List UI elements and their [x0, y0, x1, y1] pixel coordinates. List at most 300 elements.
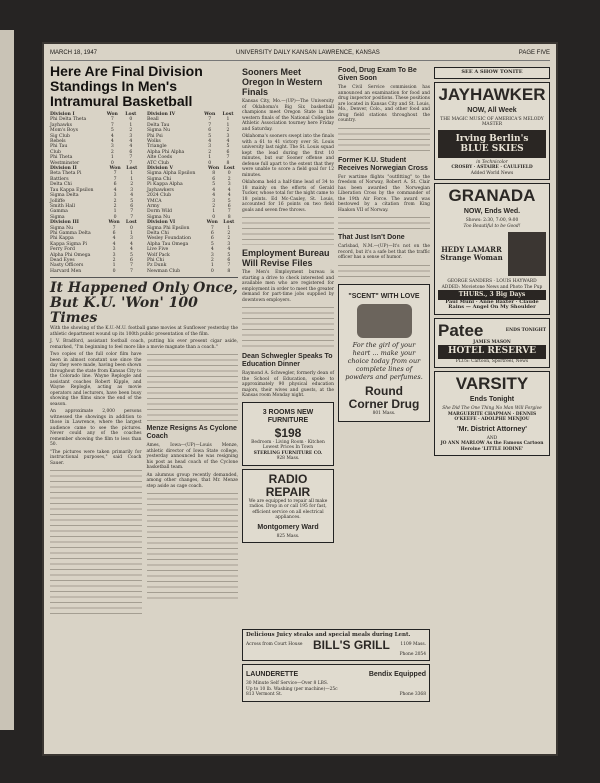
wins: 6 — [212, 176, 216, 182]
losses: 1 — [130, 176, 134, 182]
standings-table — [147, 112, 238, 166]
wins: 7 — [112, 225, 116, 231]
wins: 3 — [112, 252, 116, 258]
body-text-lines — [338, 263, 430, 281]
patee-star: JAMES MASON — [473, 339, 511, 345]
granada-note: Too Beautiful to be Good! — [463, 223, 521, 229]
team-name: Phi Delta Theta — [50, 117, 87, 123]
grill-ad-phone: Phone 2054 — [399, 651, 426, 657]
food-paragraph: The Civil Service commission has announced an examination for food and drug inspector positions. These positions are located in Kansas City and St. Louis, Mo., Denver, Colo., and other food and drug field stations throughout the country. — [338, 85, 430, 123]
radio-ad-title: RADIO REPAIR — [265, 471, 311, 499]
losses: 5 — [129, 252, 133, 258]
feature-paragraph: With the showing of the K.U.-M.U. football game movies at Sunflower yesterday the athletic department wound up its 100th public presentation of the film. — [50, 326, 238, 337]
wins: 5 — [208, 133, 212, 139]
perfume-ad-address: 801 Mass. — [372, 410, 396, 416]
furniture-ad-address: 928 Mass. — [276, 456, 300, 461]
furniture-ad-tag: Lowest Prices In Town — [262, 445, 314, 450]
adjacent-page-edge — [0, 30, 14, 730]
losses: 7 — [227, 209, 231, 215]
team-name: Jolliffe — [50, 198, 65, 204]
team-name: Jayhawks — [50, 122, 72, 128]
team-name: Sigma Chi — [147, 176, 172, 182]
perfume-ad-store: Round Corner Drug — [348, 383, 420, 411]
wins: 0 — [113, 214, 117, 220]
team-name: Alte Coeds — [147, 155, 173, 161]
standings-left — [50, 112, 141, 274]
jayhawker-technicolor: in Technicolor — [476, 159, 508, 165]
losses: 1 — [226, 117, 230, 123]
granada-cast: GEORGE SANDERS · LOUIS HAYWARD — [447, 279, 537, 284]
wins: 1 — [112, 263, 116, 269]
body-text-lines — [338, 215, 430, 231]
laundry-ad — [242, 664, 430, 702]
losses: 4 — [226, 139, 230, 145]
lost-header: Lost — [126, 166, 138, 172]
feature-column-left — [50, 352, 142, 618]
furniture-ad-line: 3 ROOMS NEW FURNITURE — [262, 408, 314, 424]
team-name: Kappa Sigma Pi — [50, 241, 87, 247]
furniture-ad-price: $198 — [274, 425, 302, 440]
laundry-ad-line: Up to 10 lb. Washing (per machine)—25c — [246, 686, 338, 692]
stolen-headline: That Just Isn't Done — [338, 234, 405, 241]
varsity-name: VARSITY — [455, 374, 529, 393]
losses: 6 — [129, 257, 133, 263]
jayhawker-film: Irving Berlin's BLUE SKIES — [438, 130, 546, 158]
feature-paragraph: "The pictures were taken primarily for instructional purposes," said Coach Sauer. — [50, 449, 142, 466]
division-name: Division IV — [147, 112, 176, 117]
team-name: Delta Tau — [147, 122, 170, 128]
wins: 2 — [208, 149, 212, 155]
lost-header: Lost — [222, 112, 234, 117]
losses: 0 — [129, 117, 133, 123]
team-name: Sig Club — [50, 133, 70, 139]
varsity-tagline: She Did The One Thing No Man Will Forgive — [442, 406, 542, 411]
team-name: Rebels — [50, 139, 66, 145]
varsity-film: 'Mr. District Attorney' — [457, 425, 527, 433]
team-name: Pz Dunk — [147, 263, 167, 269]
grill-ad-address: 1109 Mass. — [400, 642, 426, 648]
losses: 6 — [130, 203, 134, 209]
losses: 7 — [227, 263, 231, 269]
team-name: Triangle — [147, 144, 167, 150]
jayhawker-added: Added World News — [470, 170, 514, 176]
granada-next-film: Paul Muni · Anne Baxter · Claude Rains — Angel On My Shoulder — [445, 298, 539, 310]
laundry-ad-address: 813 Vermont St. — [246, 692, 283, 697]
laundry-ad-store: Bendix Equipped — [368, 671, 426, 678]
masthead: UNIVERSITY DAILY KANSAN LAWRENCE, KANSAS — [235, 50, 380, 56]
wins: 0 — [210, 268, 214, 274]
team-name: Phi Tau — [50, 144, 68, 150]
wins: 4 — [113, 187, 117, 193]
movie-ads-column — [434, 64, 550, 459]
wins: 4 — [110, 133, 114, 139]
losses: 2 — [129, 128, 133, 134]
grill-ad-store: BILL'S GRILL — [313, 637, 390, 652]
team-name: Battlers — [50, 176, 69, 182]
patee-plus: PLUS: Cartoon, Sportreel, News — [455, 358, 529, 364]
jayhawker-now: NOW, All Week — [467, 106, 517, 114]
granada-ad — [434, 183, 550, 315]
team-name: Phi Gamma Delta — [50, 230, 91, 236]
team-name: Army — [147, 203, 160, 209]
team-name: Phi Chi — [147, 257, 164, 263]
wins: 6 — [210, 230, 214, 236]
divider — [50, 277, 238, 278]
losses: 7 — [129, 160, 133, 166]
page-number: PAGE FIVE — [518, 50, 550, 56]
varsity-ends: Ends Tonight — [469, 396, 515, 403]
standings-table — [50, 112, 141, 166]
wins: 7 — [113, 171, 117, 177]
losses: 6 — [129, 149, 133, 155]
standings-row — [147, 269, 238, 274]
wins: 2 — [212, 203, 216, 209]
losses: 4 — [130, 193, 134, 199]
body-text-lines — [147, 491, 239, 601]
team-name: Phi Psi — [147, 133, 163, 139]
body-text-lines — [242, 305, 334, 350]
grill-ad — [242, 629, 430, 661]
losses: 7 — [129, 155, 133, 161]
losses: 8 — [226, 160, 230, 166]
varsity-ad — [434, 371, 550, 456]
team-name: Sigma Alpha Epsilon — [147, 171, 196, 177]
won-header: Won — [106, 112, 118, 117]
wins: 6 — [112, 230, 116, 236]
wins: 0 — [208, 160, 212, 166]
losses: 2 — [227, 230, 231, 236]
losses: 7 — [129, 263, 133, 269]
standings-row — [50, 269, 141, 274]
team-name: Beall — [147, 117, 159, 123]
menze-dateline: Ames, Iowa—(UP)—Louis Menze, athletic director of Iowa State college, yesterday announced he was resigning his post as head coach of the Cyclone basketball team. — [146, 443, 238, 471]
losses: 2 — [130, 182, 134, 188]
team-name: Jayhawkers — [147, 187, 174, 193]
bureau-paragraph: The Men's Employment bureau is starting a drive to check interested and available men who are registered for employment in order to meet the greater demand for part-time jobs supplied by downtown employers. — [242, 270, 334, 303]
wins: 3 — [110, 144, 114, 150]
menze-paragraph: An alumnus group recently demanded, among other changes, that Mr. Menze step aside as cage coach. — [146, 472, 238, 489]
body-text-lines — [338, 126, 430, 154]
standings-section — [50, 64, 238, 618]
wins: 1 — [110, 155, 114, 161]
wins: 7 — [208, 117, 212, 123]
standings-tables — [50, 112, 238, 274]
standings-right — [147, 112, 238, 274]
team-name: Delta Chi — [147, 230, 169, 236]
team-name: Wolks — [147, 139, 161, 145]
jayhawker-tagline: THE MAGIC MUSIC OF AMERICA'S MELODY MASTER — [440, 116, 544, 127]
losses: 3 — [227, 241, 231, 247]
division-name: Division II — [50, 166, 77, 172]
standings-table — [147, 166, 238, 220]
team-name: Newman Club — [147, 268, 181, 274]
losses: 4 — [129, 241, 133, 247]
losses: 3 — [130, 187, 134, 193]
losses: 0 — [129, 225, 133, 231]
food-headline: Food, Drug Exam To Be Given Soon — [338, 67, 417, 82]
wins: 4 — [210, 247, 214, 253]
losses: 3 — [129, 133, 133, 139]
wins: 4 — [110, 139, 114, 145]
standings-table — [147, 220, 238, 274]
team-name: YMCA — [147, 198, 162, 204]
team-name: ATC Club — [147, 160, 169, 166]
sooners-paragraph: Oklahoma's sooners swept into the finals with a 61 to 41 victory over St. Louis university last night. The St. Louis squad kept the lead during the first 10 minutes, but our Sooner offense and defense full apart to the extent that they were unable to score a field goal for 12 minutes. — [242, 134, 334, 178]
team-name: Wolf Pack — [147, 252, 170, 258]
losses: 5 — [227, 252, 231, 258]
hedy-lamarr-photo — [508, 232, 546, 276]
furniture-ad-store: STERLING FURNITURE CO. — [253, 450, 323, 456]
team-name: Live Five — [147, 247, 169, 253]
team-name: Ferry Ford — [50, 247, 75, 253]
page-header — [50, 50, 550, 61]
wins: 4 — [208, 139, 212, 145]
bottom-ads — [242, 626, 430, 705]
newspaper-page — [44, 44, 556, 754]
wins: 6 — [208, 128, 212, 134]
laundry-ad-phone: Phone 3368 — [399, 692, 426, 697]
wins: 3 — [212, 198, 216, 204]
wins: 7 — [208, 122, 212, 128]
patee-ad — [434, 318, 550, 369]
team-name: Dead Eyes — [50, 257, 75, 263]
lost-header: Lost — [125, 220, 137, 226]
won-header: Won — [109, 166, 121, 172]
stolen-paragraph: Carlsbad, N.M.—(UP)—It's not on the record, but it's a safe bet that the traffic officer has a sense of humor. — [338, 244, 430, 260]
wins: 3 — [112, 247, 116, 253]
radio-ad-address: 825 Mass. — [276, 533, 300, 539]
team-name: Delta Chi — [50, 182, 72, 188]
team-name: Wesley Foundation — [147, 236, 192, 242]
show-tonite-banner: SEE A SHOW TONITE — [434, 67, 550, 79]
perfume-ad-title: "SCENT" WITH LOVE — [348, 292, 420, 300]
losses: 1 — [129, 122, 133, 128]
won-header: Won — [204, 112, 216, 117]
bureau-headline: Employment Bureau Will Revise Files — [242, 248, 330, 268]
wins: 8 — [212, 171, 216, 177]
perfume-ad — [338, 284, 430, 423]
team-name: Phi Kappa — [50, 236, 74, 242]
losses: 4 — [227, 247, 231, 253]
varsity-second-film: JO ANN MARLOW As the Famous Cartoon Heroine 'LITTLE IODINE' — [440, 441, 544, 452]
wins: 0 — [212, 214, 216, 220]
losses: 1 — [227, 225, 231, 231]
team-name: Smith Hall — [50, 203, 75, 209]
feature-headline: It Happened Only Once, But K.U. 'Won' 100 Times — [50, 280, 238, 327]
losses: 5 — [130, 198, 134, 204]
losses: 5 — [226, 144, 230, 150]
division-name: Division V — [147, 166, 174, 172]
team-name: Mom's Boys — [50, 128, 78, 134]
standings-headline: Here Are Final Division Standings In Men's Intramural Basketball — [50, 63, 203, 109]
feature-paragraph: An approximate 2,000 persons witnessed the showings in addition to those in Lawrence, where the largest audience came to see the pictures. Never could any of the coaches remember showing the film to less than 50. — [50, 409, 142, 448]
furniture-ad — [242, 402, 334, 466]
team-name: Pi Kappa Alpha — [147, 182, 183, 188]
perfume-bottle-illustration — [357, 304, 412, 338]
student-headline: Former K.U. Student Receives Norwegian Cross — [338, 156, 428, 172]
team-name: Alpha Phi Alpha — [147, 149, 185, 155]
lost-header: Lost — [125, 112, 137, 117]
losses: 7 — [129, 268, 133, 274]
wins: 7 — [113, 176, 117, 182]
radio-ad-body: We are equipped to repair all make radios. Drop in or call 195 for fast, efficient service on all electrical appliances. — [248, 498, 328, 520]
losses: 5 — [227, 198, 231, 204]
patee-ends: ENDS TONIGHT — [505, 327, 546, 333]
menze-headline: Menze Resigns As Cyclone Coach — [146, 425, 237, 441]
won-header: Won — [206, 220, 218, 226]
granada-added: ADDED: Movietone News and Photo The Pup — [441, 284, 543, 290]
jayhawker-name: JAYHAWKER — [438, 84, 546, 104]
standings-table — [50, 166, 141, 220]
team-name: Beta Theta Pi — [50, 171, 82, 177]
schwegler-paragraph: Raymond A. Schwegler, formerly dean of the School of Education, spoke to approximately 90 physical education majors, their wives and guests, at the Kansas room Monday night. — [242, 371, 334, 398]
losses: 1 — [130, 171, 134, 177]
losses: 4 — [227, 187, 231, 193]
laundry-ad-line: 30 Minute Self Service—Over 8 LBS. — [246, 681, 329, 686]
wins: 7 — [110, 117, 114, 123]
wins: 2 — [110, 149, 114, 155]
team-name: Nasty Officers — [50, 263, 84, 269]
granada-thursday: THURS., 3 Big Days — [438, 290, 546, 300]
schwegler-headline: Dean Schwegler Speaks To Education Dinner — [242, 353, 333, 368]
division-name: Division VI — [147, 220, 176, 226]
losses: 6 — [226, 149, 230, 155]
wins: 5 — [210, 241, 214, 247]
lost-header: Lost — [223, 166, 235, 172]
wins: 7 — [110, 122, 114, 128]
standings-table — [50, 220, 141, 274]
body-text-lines — [147, 352, 239, 422]
lost-header: Lost — [223, 220, 235, 226]
grill-ad-location: Across from Court House — [246, 642, 303, 648]
team-name: Alpha Tau Omega — [147, 241, 189, 247]
losses: 4 — [129, 247, 133, 253]
losses: 3 — [227, 182, 231, 188]
feature-paragraph: Two copies of the full color film have been in almost constant use since the day they were made, having been shown throughout the state from Kansas City to the Colorado line. Wayne Replogle and assistant coaches Robert Kipple, and Wayne Replogle, acting as movie operators and lecturers, have been busy showing the films since the end of the season. — [50, 352, 142, 407]
sooners-column — [242, 64, 334, 546]
wins: 3 — [210, 252, 214, 258]
team-name: Sigma Phi Epsilon — [147, 225, 190, 231]
team-name: Gamma — [50, 209, 68, 215]
body-text-lines — [242, 215, 334, 245]
body-text-lines — [50, 468, 142, 618]
feature-columns — [50, 352, 238, 618]
wins: 4 — [212, 193, 216, 199]
won-header: Won — [108, 220, 120, 226]
won-header: Won — [208, 166, 220, 172]
losses: 4 — [129, 139, 133, 145]
feature-column-right — [147, 352, 239, 618]
losses: 3 — [129, 236, 133, 242]
patee-film: HOTEL RESERVE — [438, 345, 546, 359]
team-name: Sigma Delta — [50, 193, 79, 199]
granada-now: NOW, Ends Wed. — [463, 208, 521, 215]
wins: 3 — [208, 144, 212, 150]
losses: 4 — [227, 193, 231, 199]
wins: 2 — [113, 198, 117, 204]
wins: 6 — [210, 236, 214, 242]
team-name: Tau Kappa Epsilon — [50, 187, 94, 193]
wins: 3 — [113, 193, 117, 199]
wins: 4 — [112, 236, 116, 242]
losses: 6 — [227, 203, 231, 209]
jayhawker-stars: CROSBY · ASTAIRE · CAULFIELD — [451, 165, 533, 170]
sooners-paragraph: Oklahoma held a half-time lead of 34 to 18 mainly on the efforts of Gerald Tucker, whose total for the night came to 18 points. Ed Mc-Cauley, St. Louis, accounted for 16 points on two field goals and seven free throws. — [242, 180, 334, 213]
team-name: Phi Theta — [50, 155, 73, 161]
losses: 7 — [130, 209, 134, 215]
wins: 2 — [210, 257, 214, 263]
losses: 1 — [226, 122, 230, 128]
wins: 2 — [112, 257, 116, 263]
radio-ad — [242, 469, 334, 544]
losses: 2 — [227, 236, 231, 242]
wins: 1 — [208, 155, 212, 161]
student-paragraph: For wartime flights "outfitting" to the freedom of Norway, Robert A. St. Clair has been awarded the Norwegian Liberation Cross by the commander of the 19th Air Force. The award was bestowed by a citation from King Haakon VII of Norway. — [338, 174, 430, 213]
furniture-ad-rooms: Bedroom · Living Room · Kitchen — [251, 439, 325, 445]
team-name: Alpha Phi Omega — [50, 252, 91, 258]
team-name: 2024 Club — [147, 193, 172, 199]
team-name: Sigma Nu — [50, 225, 74, 231]
losses: 7 — [130, 214, 134, 220]
issue-date: MARCH 18, 1947 — [50, 50, 98, 56]
varsity-and: AND — [486, 435, 498, 441]
jayhawker-ad — [434, 82, 550, 181]
team-name: Harvard Men — [50, 268, 82, 274]
wins: 5 — [110, 128, 114, 134]
losses: 6 — [227, 257, 231, 263]
patee-name: Patee — [438, 320, 484, 340]
losses: 2 — [226, 128, 230, 134]
perfume-ad-body: For the girl of your heart ... make your choice today from our complete lines of powders and perfumes. — [345, 340, 423, 381]
granada-name: GRANADA — [448, 186, 536, 205]
wins: 6 — [113, 182, 117, 188]
team-name: Club — [50, 149, 61, 155]
team-name: Westminster — [50, 160, 80, 166]
wins: 0 — [112, 268, 116, 274]
team-name: Sigma Nu — [147, 128, 171, 134]
losses: 8 — [227, 214, 231, 220]
team-name: Sigma — [50, 214, 65, 220]
feature-paragraph: J. V. Bradford, assistant football coach, putting his ever present cigar aside, remarked, "I'm beginning to feel more like a movie magnate than a coach." — [50, 339, 238, 350]
granada-times: Shows: 2:30, 7:00, 9:00 — [465, 218, 519, 223]
wins: 1 — [212, 209, 216, 215]
losses: 8 — [227, 268, 231, 274]
division-name: Division III — [50, 220, 79, 226]
wins: 7 — [210, 225, 214, 231]
laundry-ad-title: LAUNDERETTE — [246, 671, 299, 678]
division-name: Division I — [50, 112, 75, 117]
losses: 0 — [227, 171, 231, 177]
losses: 2 — [227, 176, 231, 182]
wins: 1 — [210, 263, 214, 269]
wins: 0 — [110, 160, 114, 166]
sooners-dateline: Kansas City, Mo.—(UP)—The University of Oklahoma's Big Six basketball champions meet Oregon State in the western finals of the National Collegiate Athletic Association tourney here Friday and Saturday. — [242, 99, 334, 132]
grill-ad-headline: Delicious Juicy steaks and special meals during Lent. — [246, 632, 411, 638]
team-name: Dorm Wild — [147, 209, 172, 215]
wins: 2 — [113, 203, 117, 209]
losses: 7 — [226, 155, 230, 161]
news-column — [338, 64, 430, 425]
losses: 3 — [226, 133, 230, 139]
team-name: Sigma Nu — [147, 214, 171, 220]
losses: 4 — [129, 144, 133, 150]
wins: 1 — [113, 209, 117, 215]
wins: 5 — [212, 182, 216, 188]
granada-film: HEDY LAMARR Strange Woman — [440, 245, 503, 262]
losses: 1 — [129, 230, 133, 236]
varsity-cast: MARGUERITE CHAPMAN · DENNIS O'KEEFE · ADOLPHE MENJOU — [447, 411, 537, 422]
radio-ad-store: Montgomery Ward — [257, 523, 319, 531]
